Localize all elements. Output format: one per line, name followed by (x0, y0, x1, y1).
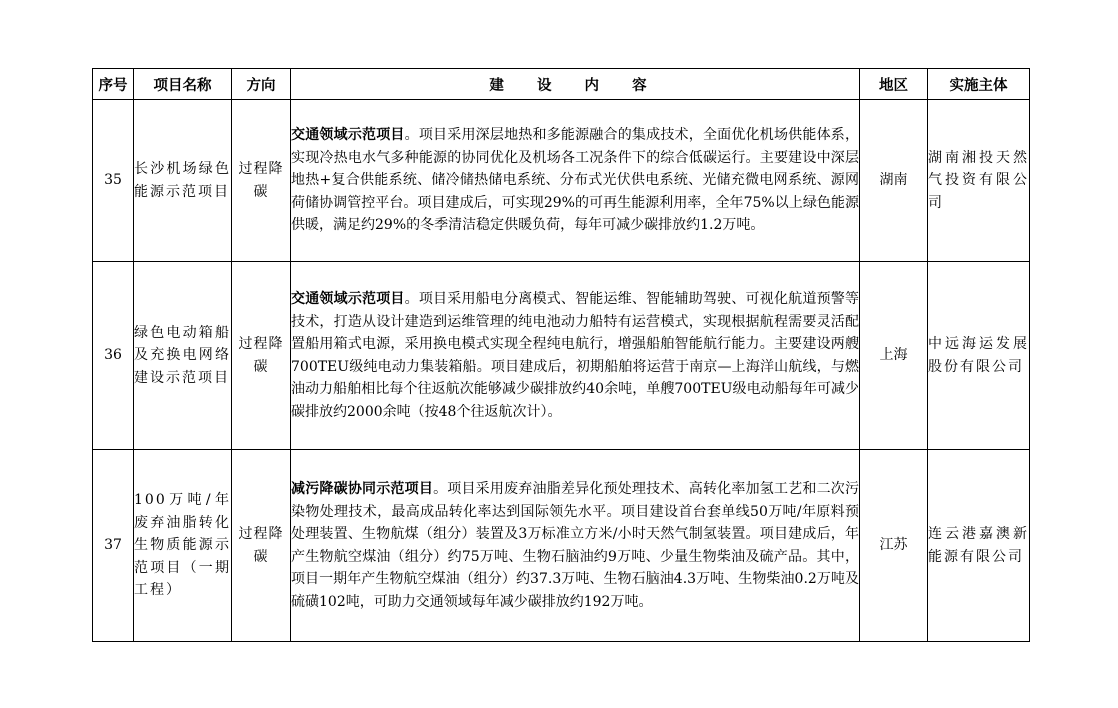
project-content (291, 262, 860, 450)
project-entity: 中远海运发展股份有限公司 (928, 262, 1030, 450)
table-row (93, 262, 1030, 450)
header-region: 地区 (860, 69, 928, 100)
project-content (291, 100, 860, 262)
header-name: 项目名称 (134, 69, 232, 100)
row-number: 36 (93, 262, 134, 450)
table-row (93, 100, 1030, 262)
content-body: 。项目采用深层地热和多能源融合的集成技术，全面优化机场供能体系，实现冷热电水气多种能源的协同优化及机场各工况条件下的综合低碳运行。主要建设中深层地热+复合供能系统、储冷储热储电系统、分布式光伏供电系统、光储充微电网系统、源网荷储协调管控平台。项目建成后，可实现29%的可再生能源利用率，全年75%以上绿色能源供暖，满足约29%的冬季清洁稳定供暖负荷，每年可减少碳排放约1.2万吨。 (291, 127, 859, 234)
project-direction: 过程降碳 (232, 100, 291, 262)
content-body: 。项目采用船电分离模式、智能运维、智能辅助驾驶、可视化航道预警等技术，打造从设计建造到运维管理的纯电池动力船特有运营模式，实现根据航程需要灵活配置船用箱式电源，采用换电模式实现全程纯电航行，增强船舶智能航行能力。主要建设两艘700TEU级纯电动力集装箱船。项目建成后，初期船舶将运营于南京—上海洋山航线，与燃油动力船舶相比每个往返航次能够减少碳排放约40余吨，单艘700TEU级电动船每年可减少碳排放约2000余吨（按48个往返航次计）。 (291, 291, 859, 420)
content-lead: 交通领域示范项目 (291, 127, 405, 144)
content-lead: 减污降碳协同示范项目 (291, 481, 434, 497)
content-body: 。项目采用废弃油脂差异化预处理技术、高转化率加氢工艺和二次污染物处理技术，最高成品转化率达到国际领先水平。项目建设首台套单线50万吨/年原料预处理装置、生物航煤（组分）装置及3万标准立方米/小时天然气制氢装置。项目建成后，年产生物航空煤油（组分）约75万吨、生物石脑油约9万吨、少量生物柴油及硫产品。其中，项目一期年产生物航空煤油（组分）约37.3万吨、生物石脑油4.3万吨、生物柴油0.2万吨及硫磺102吨，可助力交通领域每年减少碳排放约192万吨。 (291, 481, 860, 610)
table-header-row (93, 69, 1030, 100)
project-content (291, 450, 860, 642)
row-number: 35 (93, 100, 134, 262)
project-region: 江苏 (860, 450, 928, 642)
row-number: 37 (93, 450, 134, 642)
project-name: 绿色电动箱船及充换电网络建设示范项目 (134, 262, 232, 450)
header-content: 建 设 内 容 (291, 69, 860, 100)
content-lead: 交通领域示范项目 (291, 291, 405, 307)
header-entity: 实施主体 (928, 69, 1030, 100)
project-name: 长沙机场绿色能源示范项目 (134, 100, 232, 262)
project-region: 湖南 (860, 100, 928, 262)
project-direction: 过程降碳 (232, 450, 291, 642)
project-region: 上海 (860, 262, 928, 450)
header-direction: 方向 (232, 69, 291, 100)
header-no: 序号 (93, 69, 134, 100)
project-entity: 连云港嘉澳新能源有限公司 (928, 450, 1030, 642)
project-direction: 过程降碳 (232, 262, 291, 450)
project-entity: 湖南湘投天然气投资有限公司 (928, 100, 1030, 262)
table-row (93, 450, 1030, 642)
project-table (92, 68, 1030, 642)
project-name: 100万吨/年废弃油脂转化生物质能源示范项目（一期工程） (134, 450, 232, 642)
